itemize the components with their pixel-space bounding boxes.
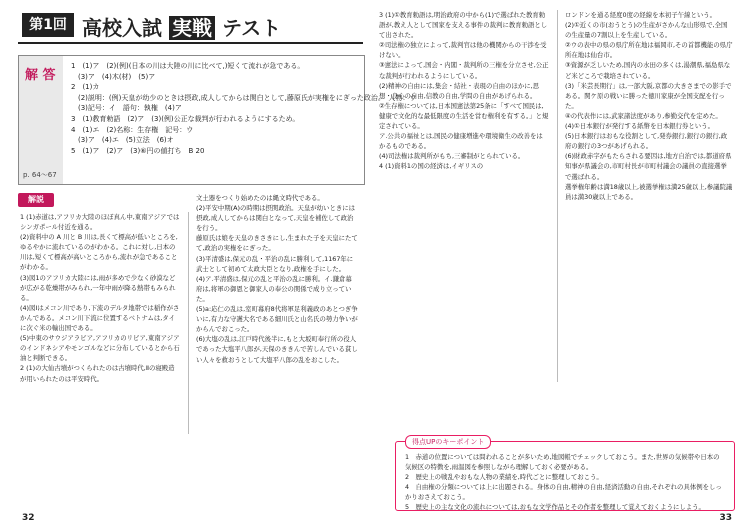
answer-label: 解 答: [25, 68, 56, 83]
explanation-column-3: [379, 10, 549, 382]
explanation-paragraph: ア.公共の福祉とは,国民の健康増進や環境衛生の改善をはかるものである。: [379, 132, 543, 151]
explanation-paragraph: (2)精神の自由には,集会・結社・表現の自由のほかに,思想・良心の自由,信教の自由,学問の自由があげられる。: [379, 81, 540, 100]
answer-tag: [19, 56, 63, 184]
explanation-paragraph: 藤原氏は娘を天皇のきさきにし,生まれた子を天皇にたてて,政治の実権をにぎった。: [196, 234, 358, 253]
answer-line: 2 (1)カ: [71, 83, 100, 92]
explanation-paragraph: 2 (1)の大仙古墳がつくられたのは古墳時代,Ⅱの寝殿造が用いられたのは平安時代。: [20, 364, 175, 383]
explanation-paragraph: (4)ア.平清盛は,保元の乱と平治の乱に勝利。イ.鎌倉幕府は,将軍の御恩と御家人の奉公の関係で成り立っていた。: [196, 274, 352, 303]
explanation-paragraph: 4 (1)資料1の国の経済は,イギリスの: [379, 162, 484, 171]
answer-line: (3)記号：イ 語句：執権 (4)ア: [71, 104, 182, 113]
key-point-line: 2 歴史上の戦乱やおもな人物の業績を,時代ごとに整理しておこう。: [405, 473, 603, 481]
explanation-paragraph: 3 (1)①教育勅語は,明治政府の中から(1)で選ばれた教育勅語が,教え人として国家を支える事件の裁判に教育勅語として出された。: [379, 11, 548, 40]
explanation-paragraph: (5)中東のサウジアラビア,アフリカのリビア,東南アジアのインドネシアやモンゴルなどに分布しているとから石油と判断できる。: [20, 334, 180, 363]
answer-box: [18, 55, 417, 185]
answer-line: (3)ア (4)木(材) (5)ア: [71, 72, 156, 81]
explanation-column-2: [196, 193, 358, 434]
explanation-paragraph: 1 (1)赤道は,アフリカ大陸のほぼ真ん中,東南アジアではシンガポール付近を通る。: [20, 213, 180, 232]
key-point-line: 5 歴史上の主な文化の流れについては,おもな文学作品とその作者を整理して覚えておくようにしよう。: [405, 503, 705, 511]
explanation-column-1: [20, 212, 180, 434]
key-point-line: 1 赤道の位置については問われることが多いため,地図帳でチェックしておこう。また,世界の気候帯や日本の気候区の特徴を,雨温図を参照しながら理解しておく必要がある。: [405, 453, 720, 471]
answer-line: (3)ア (4)エ (5)立法 (6)オ: [71, 136, 174, 145]
column-divider: [188, 212, 189, 434]
explanation-paragraph: ②ウの表中の県の県庁所在地は福岡市,その首都機能の県庁所在地は仙台市。: [565, 41, 733, 60]
explanation-column-4: [565, 10, 733, 382]
title-highlight: 実戦: [169, 16, 215, 40]
explanation-paragraph: (4)司法権は裁判所がもち,三審制がとられている。: [379, 152, 525, 161]
explanation-paragraph: (4)①日本銀行が発行する紙幣を日本銀行券という。: [565, 122, 714, 131]
explanation-paragraph: (3)「米芸長期行」は,一部大阪,京都の大きさまでの影手である。関ケ原の戦いに勝った徳川家康が全国支配を行った。: [565, 81, 732, 110]
explanation-paragraph: (5)a:応仁の乱は,室町幕府8代将軍足利義政のあとつぎ争いに,有力な守護大名である細川氏と山名氏の勢力争いがからんでおこった。: [196, 305, 358, 334]
explanation-paragraph: 選挙権年齢は満18歳以上,被選挙権は満25歳以上,参議院議員は満30歳以上である。: [565, 182, 733, 201]
title-suffix: テスト: [221, 16, 282, 40]
explanation-paragraph: (6)財政赤字がもたらされる要因は,地方自治では,都道府県知事が県議会の,市町村長が市町村議会の議員の直接選挙で選ばれる。: [565, 152, 732, 181]
explanation-paragraph: ④の代表作には,武家諸法度があり,参勤交代を定めた。: [565, 111, 722, 120]
explanation-paragraph: ロンドンを通る経度0度の経線を本初子午線という。: [565, 11, 717, 19]
kaisetsu-label: 解説: [18, 193, 54, 207]
answer-line: 5 (1)ア (2)ア (3)⑥円の値打ち B 20: [71, 146, 205, 155]
column-divider: [557, 10, 558, 382]
round-label: 第1回: [22, 13, 74, 37]
page-title: [82, 12, 281, 41]
explanation-paragraph: ②生存権については,日本国憲法第25条に「すべて国民は,健康で文化的な最低限度の生活を営む権利を有する。」と規定されている。: [379, 101, 549, 131]
answer-line: 4 (1)エ (2)名称：生存権 記号：ウ: [71, 125, 194, 134]
key-point-line: 4 自由権の分類については上に出題される。身体の自由,精神の自由,経済活動の自由,それぞれの具体例をしっかりおさえておこう。: [405, 483, 722, 501]
explanation-paragraph: (2)平安中期(A)の時期は摂関政治。天皇が幼いときには摂政,成人してからは関白となって,天皇を補佐して政治を行う。: [196, 204, 356, 233]
explanation-paragraph: (2)①近くの市(おうとう)の生産がさかんな山形県で,全国の生産量の7割以上を生産している。: [565, 21, 728, 40]
explanation-paragraph: (3)平清盛は,保元の乱・平治の乱に勝利して,1167年に武士として初めて太政大臣となり,政権を手にした。: [196, 254, 354, 273]
explanation-paragraph: ②司法権の独立によって,裁判官は他の機関からの干渉を受けない。: [379, 41, 547, 60]
explanation-paragraph: (5)日本銀行はおもな役割として,発券銀行,銀行の銀行,政府の銀行の3つがあげられる。: [565, 132, 728, 151]
page-number-left: 32: [22, 513, 35, 523]
explanation-paragraph: 文土器をつくり始めたのは縄文時代である。: [196, 194, 324, 202]
key-point-tag: 得点UPのキーポイント: [405, 435, 491, 449]
answer-line: 3 (1)教育勅語 (2)ア (3)(例)公正な裁判が行われるようにするため。: [71, 114, 300, 123]
title-plain: 高校入試: [82, 16, 162, 40]
explanation-paragraph: (3)図1のアフリカ大陸には,雨が多めで少なく砂漠などが広がる乾燥帯がみられ,一年中雨が降る熱帯もみられる。: [20, 273, 176, 302]
answer-pages: p. 64～67: [23, 171, 57, 179]
explanation-paragraph: (4)図Iはメコン川であり,下流のデルタ地帯では稲作がさかんである。メコン川下流に位置するベトナムは,タイに次ぐ米の輸出国である。: [20, 303, 180, 333]
explanation-paragraph: ③憲法によって,国会・内閣・裁判所の三権を分立させ,公正な裁判が行われるようにしている。: [379, 61, 549, 80]
explanation-paragraph: (6)大塩の乱は,江戸時代後半に,もと大坂町奉行所の役人であった大塩平八郎が,天保のききんで苦しんでいる貧しい人々を救おうとして大塩平八郎の乱をおこした。: [196, 335, 358, 364]
test-header: [18, 8, 363, 44]
answer-list: [71, 61, 417, 156]
answer-line: 1 (1)ア (2)(例)(日本の川は大陸の川に比べて,)短くて流れが急である。: [71, 62, 305, 70]
explanation-paragraph: (2)資料中の A 川と B 川は,長くて標高が低いところを,ゆるやかに流れているのがわかる。これに対し,日本の川は,短くて標高が高いところから,流れが急であることがわかる。: [20, 233, 178, 272]
answer-line: (2)説明：(例)天皇が幼少のときは摂政,成人してからは関白として,藤原氏が実権をにぎった政治。 人物：ウ: [71, 93, 417, 102]
key-point-body: [405, 452, 725, 512]
right-page: [375, 0, 750, 529]
explanation-paragraph: ③資源が乏しいため,国内の水田の多くは,湯潮県,福島県など米どころで栽培されている。: [565, 61, 731, 80]
page-number-right: 33: [719, 513, 732, 523]
